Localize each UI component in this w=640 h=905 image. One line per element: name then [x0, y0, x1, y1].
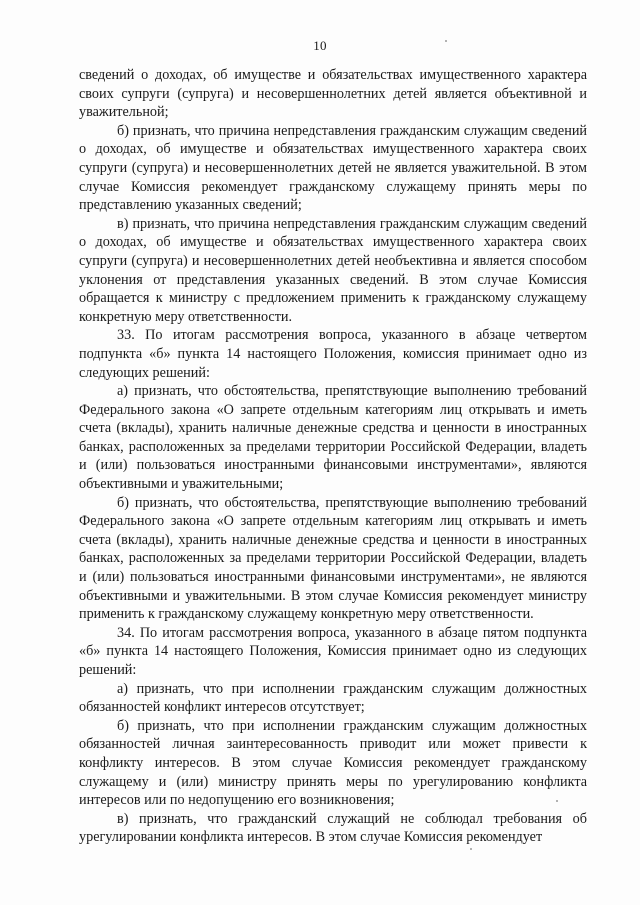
paragraph-clause-34: 34. По итогам рассмотрения вопроса, указанного в абзаце пятом подпункта «б» пункта 14 настоящего Положения, Комиссия принимает одно из следующих решений: [79, 624, 587, 678]
scan-speck [556, 800, 558, 802]
paragraph-clause-33: 33. По итогам рассмотрения вопроса, указанного в абзаце четвертом подпункта «б» пункта 14 настоящего Положения, комиссия принимает одно из следующих решений: [79, 327, 587, 381]
scan-speck [445, 40, 447, 42]
paragraph-item-v: в) признать, что гражданский служащий не соблюдал требования об урегулировании конфликта интересов. В этом случае Комиссия рекомендует [79, 810, 587, 846]
scan-speck [470, 848, 472, 850]
paragraph-item-b: б) признать, что обстоятельства, препятствующие выполнению требований Федерального закона «О запрете отдельным категориям лиц открывать и иметь счета (вклады), хранить наличные денежные средства и ценности в иностранных банках, расположенных за пределами территории Российской Федерации, владеть и (или) пользоваться иностранными финансовыми инструментами», не являются объективными и уважительными. В этом случае Комиссия рекомендует министру применить к гражданскому служащему конкретную меру ответственности. [79, 494, 587, 623]
page-number: 10 [313, 38, 327, 53]
paragraph-item-v: в) признать, что причина непредставления гражданским служащим сведений о доходах, об имуществе и обязательствах имущественного характера своих супруги (супруга) и несовершеннолетних детей необъективна и является способом уклонения от представления указанных сведений. В этом случае Комиссия обращается к министру с предложением применить к гражданскому служащему конкретную меру ответственности. [79, 215, 587, 325]
document-body [79, 66, 587, 847]
paragraph-item-a: а) признать, что обстоятельства, препятствующие выполнению требований Федерального закона «О запрете отдельным категориям лиц открывать и иметь счета (вклады), хранить наличные денежные средства и ценности в иностранных банках, расположенных за пределами территории Российской Федерации, владеть и (или) пользоваться иностранными финансовыми инструментами», являются объективными и уважительными; [79, 383, 587, 493]
paragraph-item-a: а) признать, что при исполнении гражданским служащим должностных обязанностей конфликт интересов отсутствует; [79, 680, 587, 716]
paragraph-item-b: б) признать, что при исполнении гражданским служащим должностных обязанностей личная заинтересованность приводит или может привести к конфликту интересов. В этом случае Комиссия рекомендует гражданскому служащему и (или) министру принять меры по урегулированию конфликта интересов или по недопущению его возникновения; [79, 717, 587, 809]
paragraph-continued: сведений о доходах, об имуществе и обязательствах имущественного характера своих супруги (супруга) и несовершеннолетних детей является объективной и уважительной; [79, 67, 587, 121]
paragraph-item-b: б) признать, что причина непредставления гражданским служащим сведений о доходах, об имуществе и обязательствах имущественного характера своих супруги (супруга) и несовершеннолетних детей не является уважительной. В этом случае Комиссия рекомендует гражданскому служащему принять меры по представлению указанных сведений; [79, 122, 587, 214]
